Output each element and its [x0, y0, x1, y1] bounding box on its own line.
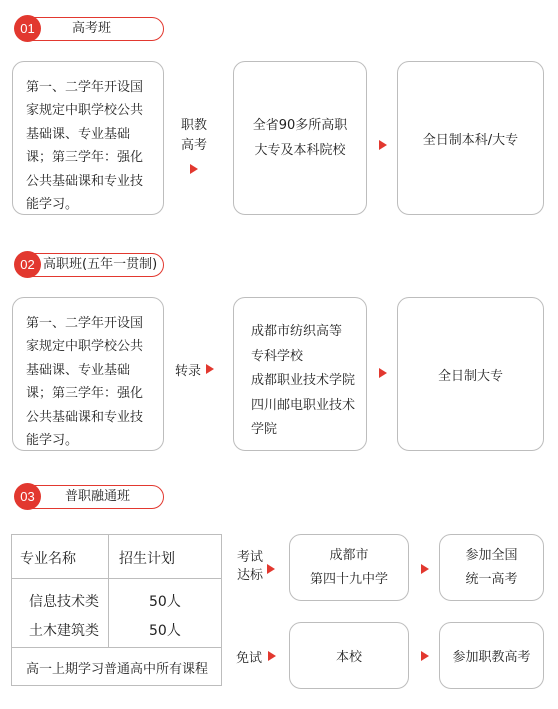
result-text: 参加全国 统一高考	[465, 547, 518, 587]
table-divider	[108, 535, 109, 647]
connector-label: 转录	[175, 364, 202, 379]
result-box	[439, 534, 544, 601]
section-number-badge: 03	[14, 483, 41, 510]
curriculum-box	[12, 61, 164, 215]
arrow-icon	[379, 368, 387, 378]
section-header-03	[15, 485, 164, 509]
section-title: 普职融通班	[65, 489, 131, 504]
route-label: 免试	[236, 651, 263, 666]
arrow-icon	[190, 164, 198, 174]
table-cell-major: 信息技术类	[29, 594, 99, 610]
result-text: 参加职教高考	[452, 650, 531, 665]
arrow-icon	[379, 140, 387, 150]
outcome-box	[397, 61, 544, 215]
outcome-box	[397, 297, 544, 451]
institutions-text: 成都市纺织高等 专科学校 成都职业技术学院 四川邮电职业技术 学院	[251, 324, 356, 437]
connector-label: 职教 高考	[181, 118, 208, 153]
arrow-icon	[421, 564, 429, 574]
table-header-plan: 招生计划	[119, 551, 175, 567]
institutions-text: 全省90多所高职 大专及本科院校	[252, 118, 348, 158]
school-box	[289, 622, 409, 689]
outcome-text: 全日制大专	[437, 368, 503, 384]
institutions-box	[233, 61, 367, 215]
school-text: 成都市 第四十九中学	[309, 547, 388, 587]
route-label: 考试 达标	[237, 550, 264, 583]
outcome-text: 全日制本科/大专	[422, 132, 519, 148]
enrollment-plan-table	[11, 534, 222, 686]
table-header-major: 专业名称	[20, 551, 76, 567]
table-divider	[12, 578, 221, 579]
section-number-badge: 02	[14, 251, 41, 278]
table-divider	[12, 647, 221, 648]
institutions-box	[233, 297, 367, 451]
arrow-icon	[421, 651, 429, 661]
section-header-02	[15, 253, 164, 277]
curriculum-text: 第一、二学年开设国 家规定中职学校公共 基础课、专业基础 课；第三学年：强化 公共基础课和专业技 能学习。	[26, 80, 144, 213]
section-header-01	[15, 17, 164, 41]
table-cell-plan: 50人	[149, 623, 181, 639]
arrow-icon	[267, 564, 275, 574]
table-footer: 高一上期学习普通高中所有课程	[26, 662, 209, 677]
curriculum-box	[12, 297, 164, 451]
table-cell-plan: 50人	[149, 594, 181, 610]
result-box	[439, 622, 544, 689]
curriculum-text: 第一、二学年开设国 家规定中职学校公共 基础课、专业基础 课；第三学年：强化 公共基础课和专业技 能学习。	[26, 316, 144, 449]
school-box	[289, 534, 409, 601]
school-text: 本校	[335, 650, 362, 665]
table-cell-major: 土木建筑类	[29, 623, 99, 639]
arrow-icon	[206, 364, 214, 374]
section-title: 高职班(五年一贯制)	[43, 257, 158, 272]
arrow-icon	[268, 651, 276, 661]
section-title: 高考班	[72, 21, 112, 36]
section-number-badge: 01	[14, 15, 41, 42]
